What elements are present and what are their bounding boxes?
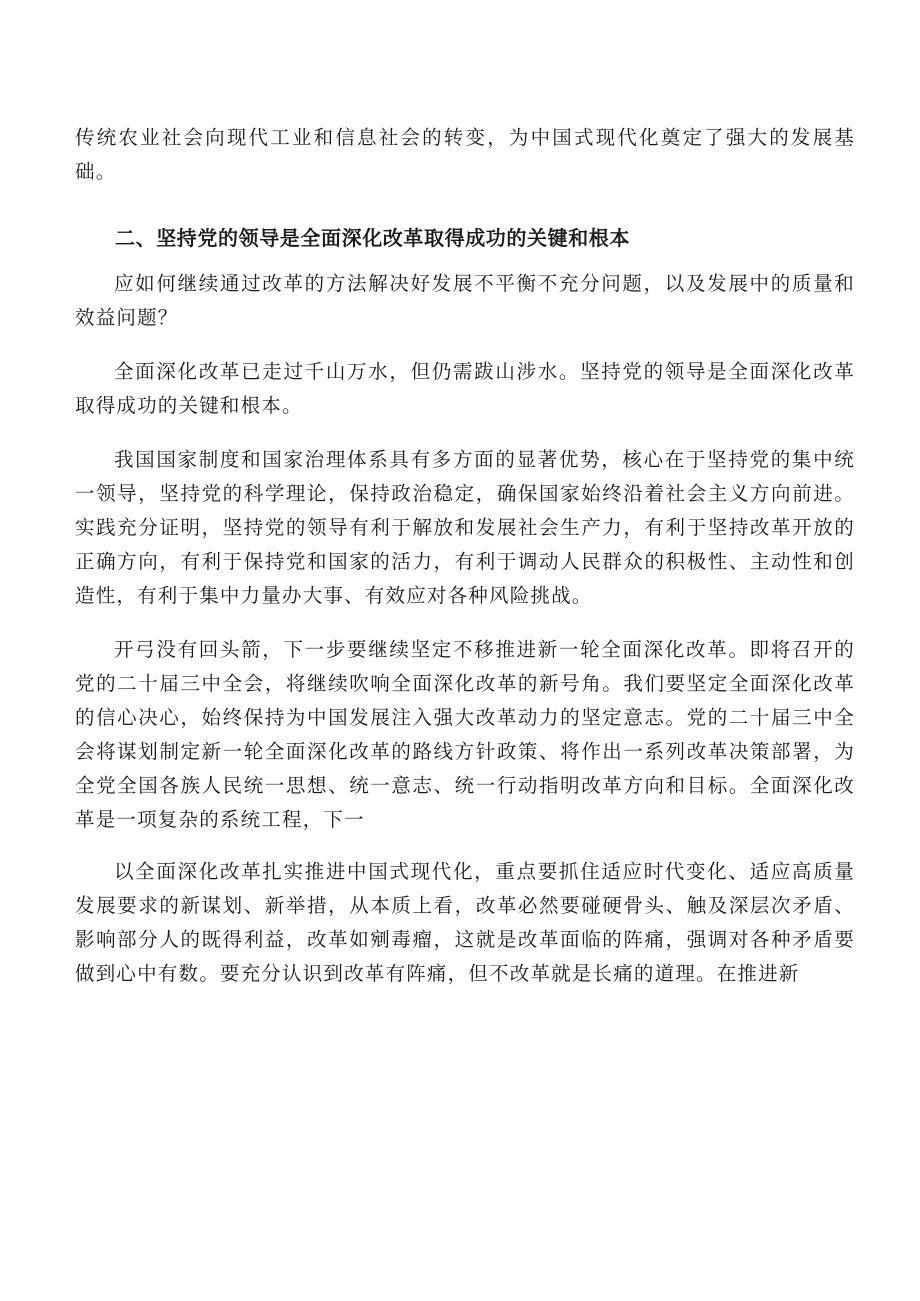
paragraph-continuation: 传统农业社会向现代工业和信息社会的转变，为中国式现代化奠定了强大的发展基础。 bbox=[75, 126, 855, 183]
paragraph-modernization: 以全面深化改革扎实推进中国式现代化，重点要抓住适应时代变化、适应高质量发展要求的新谋划、新举措，从本质上看，改革必然要碰硬骨头、触及深层次矛盾、影响部分人的既得利益，改革如剜毒瘤，这就是改革面临的阵痛，强调对各种矛盾要做到心中有数。要充分认识到改革有阵痛，但不改革就是长痛的道理。在推进新 bbox=[75, 860, 855, 985]
section-heading: 二、坚持党的领导是全面深化改革取得成功的关键和根本 bbox=[115, 226, 630, 250]
paragraph-next-step: 开弓没有回头箭，下一步要继续坚定不移推进新一轮全面深化改革。即将召开的党的二十届三中全会，将继续吹响全面深化改革的新号角。我们要坚定全面深化改革的信心决心，始终保持为中国发展注入强大改革动力的坚定意志。党的二十届三中全会将谋划制定新一轮全面深化改革的路线方针政策、将作出一系列改革决策部署，为全党全国各族人民统一思想、统一意志、统一行动指明改革方向和目标。全面深化改革是一项复杂的系统工程，下一 bbox=[75, 638, 855, 831]
document-body bbox=[75, 121, 855, 991]
paragraph-question: 应如何继续通过改革的方法解决好发展不平衡不充分问题，以及发展中的质量和效益问题？ bbox=[75, 272, 855, 329]
paragraph-system-advantages: 我国国家制度和国家治理体系具有多方面的显著优势，核心在于坚持党的集中统一领导，坚持党的科学理论，保持政治稳定，确保国家始终沿着社会主义方向前进。实践充分证明，坚持党的领导有利于解放和发展社会生产力，有利于坚持改革开放的正确方向，有利于保持党和国家的活力，有利于调动人民群众的积极性、主动性和创造性，有利于集中力量办大事、有效应对各种风险挑战。 bbox=[75, 448, 855, 607]
paragraph-reform-journey: 全面深化改革已走过千山万水，但仍需跋山涉水。坚持党的领导是全面深化改革取得成功的关键和根本。 bbox=[75, 360, 855, 417]
